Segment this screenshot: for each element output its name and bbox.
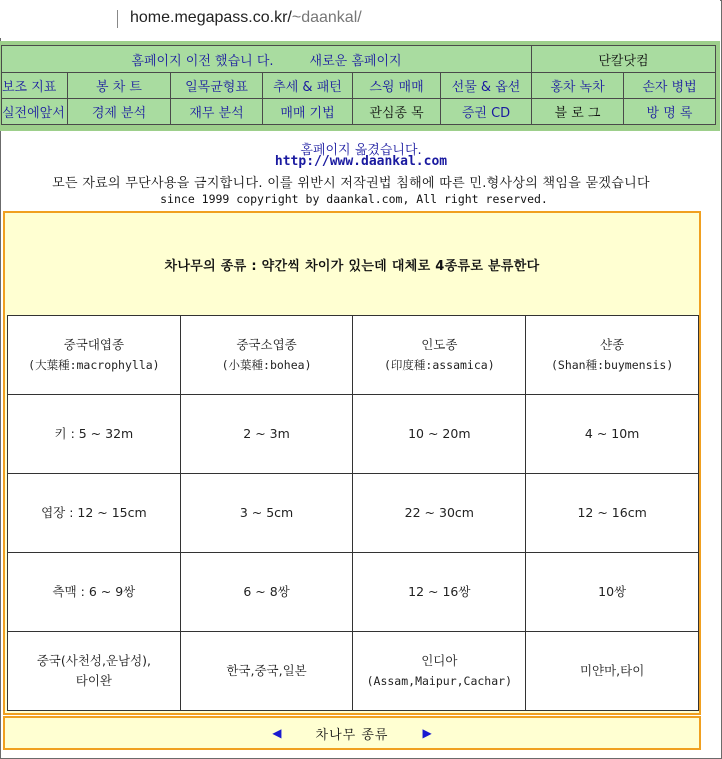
nav-item-art-of-war[interactable]: 손자 병법 (624, 73, 716, 99)
nav-item-trend-pattern[interactable]: 추세 & 패턴 (263, 73, 353, 99)
nav-table (1, 45, 716, 125)
nav-item-stock-cd[interactable]: 증권 CD (441, 99, 532, 125)
url-path: ~daankal/ (291, 9, 362, 26)
leaf-length-cell: 12 ~ 16cm (526, 474, 699, 553)
nav-item-support-indicators[interactable]: 보조 지표 (2, 73, 68, 99)
lateral-vein-cell: 측맥 : 6 ~ 9쌍 (8, 553, 181, 632)
region-cell (353, 632, 526, 711)
region-cell (8, 632, 181, 711)
header-name: 샨종 (600, 337, 625, 352)
lateral-vein-cell: 12 ~ 16쌍 (353, 553, 526, 632)
header-sub: (印度種:assamica) (383, 358, 495, 372)
height-cell: 4 ~ 10m (526, 395, 699, 474)
header-cell (353, 316, 526, 395)
page-navigation (3, 716, 701, 750)
table-row (8, 553, 699, 632)
region-line1: 인디아 (421, 653, 458, 668)
header-name: 중국소엽종 (236, 337, 297, 352)
region-line1: 미얀마,타이 (579, 663, 645, 678)
copyright-warning: 모든 자료의 무단사용을 금지합니다. 이를 위반시 저작권법 침해에 따른 민.형사상의 책임을 묻겠습니다 (52, 176, 650, 191)
prev-arrow-icon[interactable]: ◀ (272, 726, 282, 740)
url-host: home.megapass.co.kr/ (130, 9, 292, 26)
header-cell (526, 316, 699, 395)
region-line1: 중국(사천성,운남성), (36, 653, 152, 668)
table-row (8, 395, 699, 474)
height-cell: 키 : 5 ~ 32m (8, 395, 181, 474)
address-url[interactable] (130, 9, 362, 27)
header-sub: (Shan種:buymensis) (550, 358, 674, 372)
region-line2: 타이완 (75, 673, 112, 688)
brand-title: 단칼닷컴 (532, 46, 716, 73)
height-cell: 2 ~ 3m (180, 395, 353, 474)
copyright-line: since 1999 copyright by daankal.com, All right reserved. (160, 192, 548, 206)
tea-table-box (3, 211, 701, 715)
nav-item-watchlist[interactable]: 관심종 목 (353, 99, 441, 125)
nav-item-financial-analysis[interactable]: 재무 분석 (171, 99, 263, 125)
nav-item-before-practice[interactable]: 실전에앞서 (2, 99, 68, 125)
table-row (8, 632, 699, 711)
leaf-length-cell: 3 ~ 5cm (180, 474, 353, 553)
nav-menu (0, 41, 720, 131)
region-line1: 한국,중국,일본 (226, 663, 307, 678)
header-name: 인도종 (421, 337, 458, 352)
header-cell (8, 316, 181, 395)
tea-types-table (7, 315, 699, 711)
nav-item-economic-analysis[interactable]: 경제 분석 (68, 99, 171, 125)
nav-item-tea[interactable]: 홍차 녹차 (532, 73, 624, 99)
leaf-length-cell: 22 ~ 30cm (353, 474, 526, 553)
lateral-vein-cell: 10쌍 (526, 553, 699, 632)
leaf-length-cell: 엽장 : 12 ~ 15cm (8, 474, 181, 553)
nav-item-futures-options[interactable]: 선물 & 옵션 (441, 73, 532, 99)
lateral-vein-cell: 6 ~ 8쌍 (180, 553, 353, 632)
region-cell (526, 632, 699, 711)
region-cell (180, 632, 353, 711)
address-bar[interactable] (0, 0, 720, 38)
page-nav-title: 차나무 종류 (315, 727, 389, 743)
nav-item-guestbook[interactable]: 방 명 록 (624, 99, 716, 125)
table-row (8, 474, 699, 553)
nav-item-swing-trading[interactable]: 스윙 매매 (353, 73, 441, 99)
nav-item-trading-technique[interactable]: 매매 기법 (263, 99, 353, 125)
notice-moved-text[interactable]: 홈페이지 이전 했습니 다. (131, 53, 274, 69)
header-name: 중국대엽종 (63, 337, 125, 352)
tea-table-title: 차나무의 종류 : 약간씩 차이가 있는데 대체로 4종류로 분류한다 (164, 258, 540, 274)
nav-item-candle-chart[interactable]: 봉 차 트 (68, 73, 171, 99)
address-separator (117, 10, 118, 28)
new-homepage-link[interactable]: 새로운 홈페이지 (309, 53, 402, 69)
moved-message: 홈페이지 옮겼습니다. (300, 143, 422, 158)
header-sub: (小葉種:bohea) (221, 358, 312, 372)
height-cell: 10 ~ 20m (353, 395, 526, 474)
moved-notice[interactable] (2, 46, 532, 73)
header-sub: (大葉種:macrophylla) (28, 358, 160, 372)
nav-item-blog[interactable]: 블 로 그 (532, 99, 624, 125)
table-row (8, 316, 699, 395)
header-cell (180, 316, 353, 395)
nav-item-ichimoku[interactable]: 일목균형표 (171, 73, 263, 99)
next-arrow-icon[interactable]: ▶ (422, 726, 432, 740)
new-site-link[interactable]: http://www.daankal.com (274, 154, 448, 169)
region-line2: (Assam,Maipur,Cachar) (366, 674, 513, 688)
